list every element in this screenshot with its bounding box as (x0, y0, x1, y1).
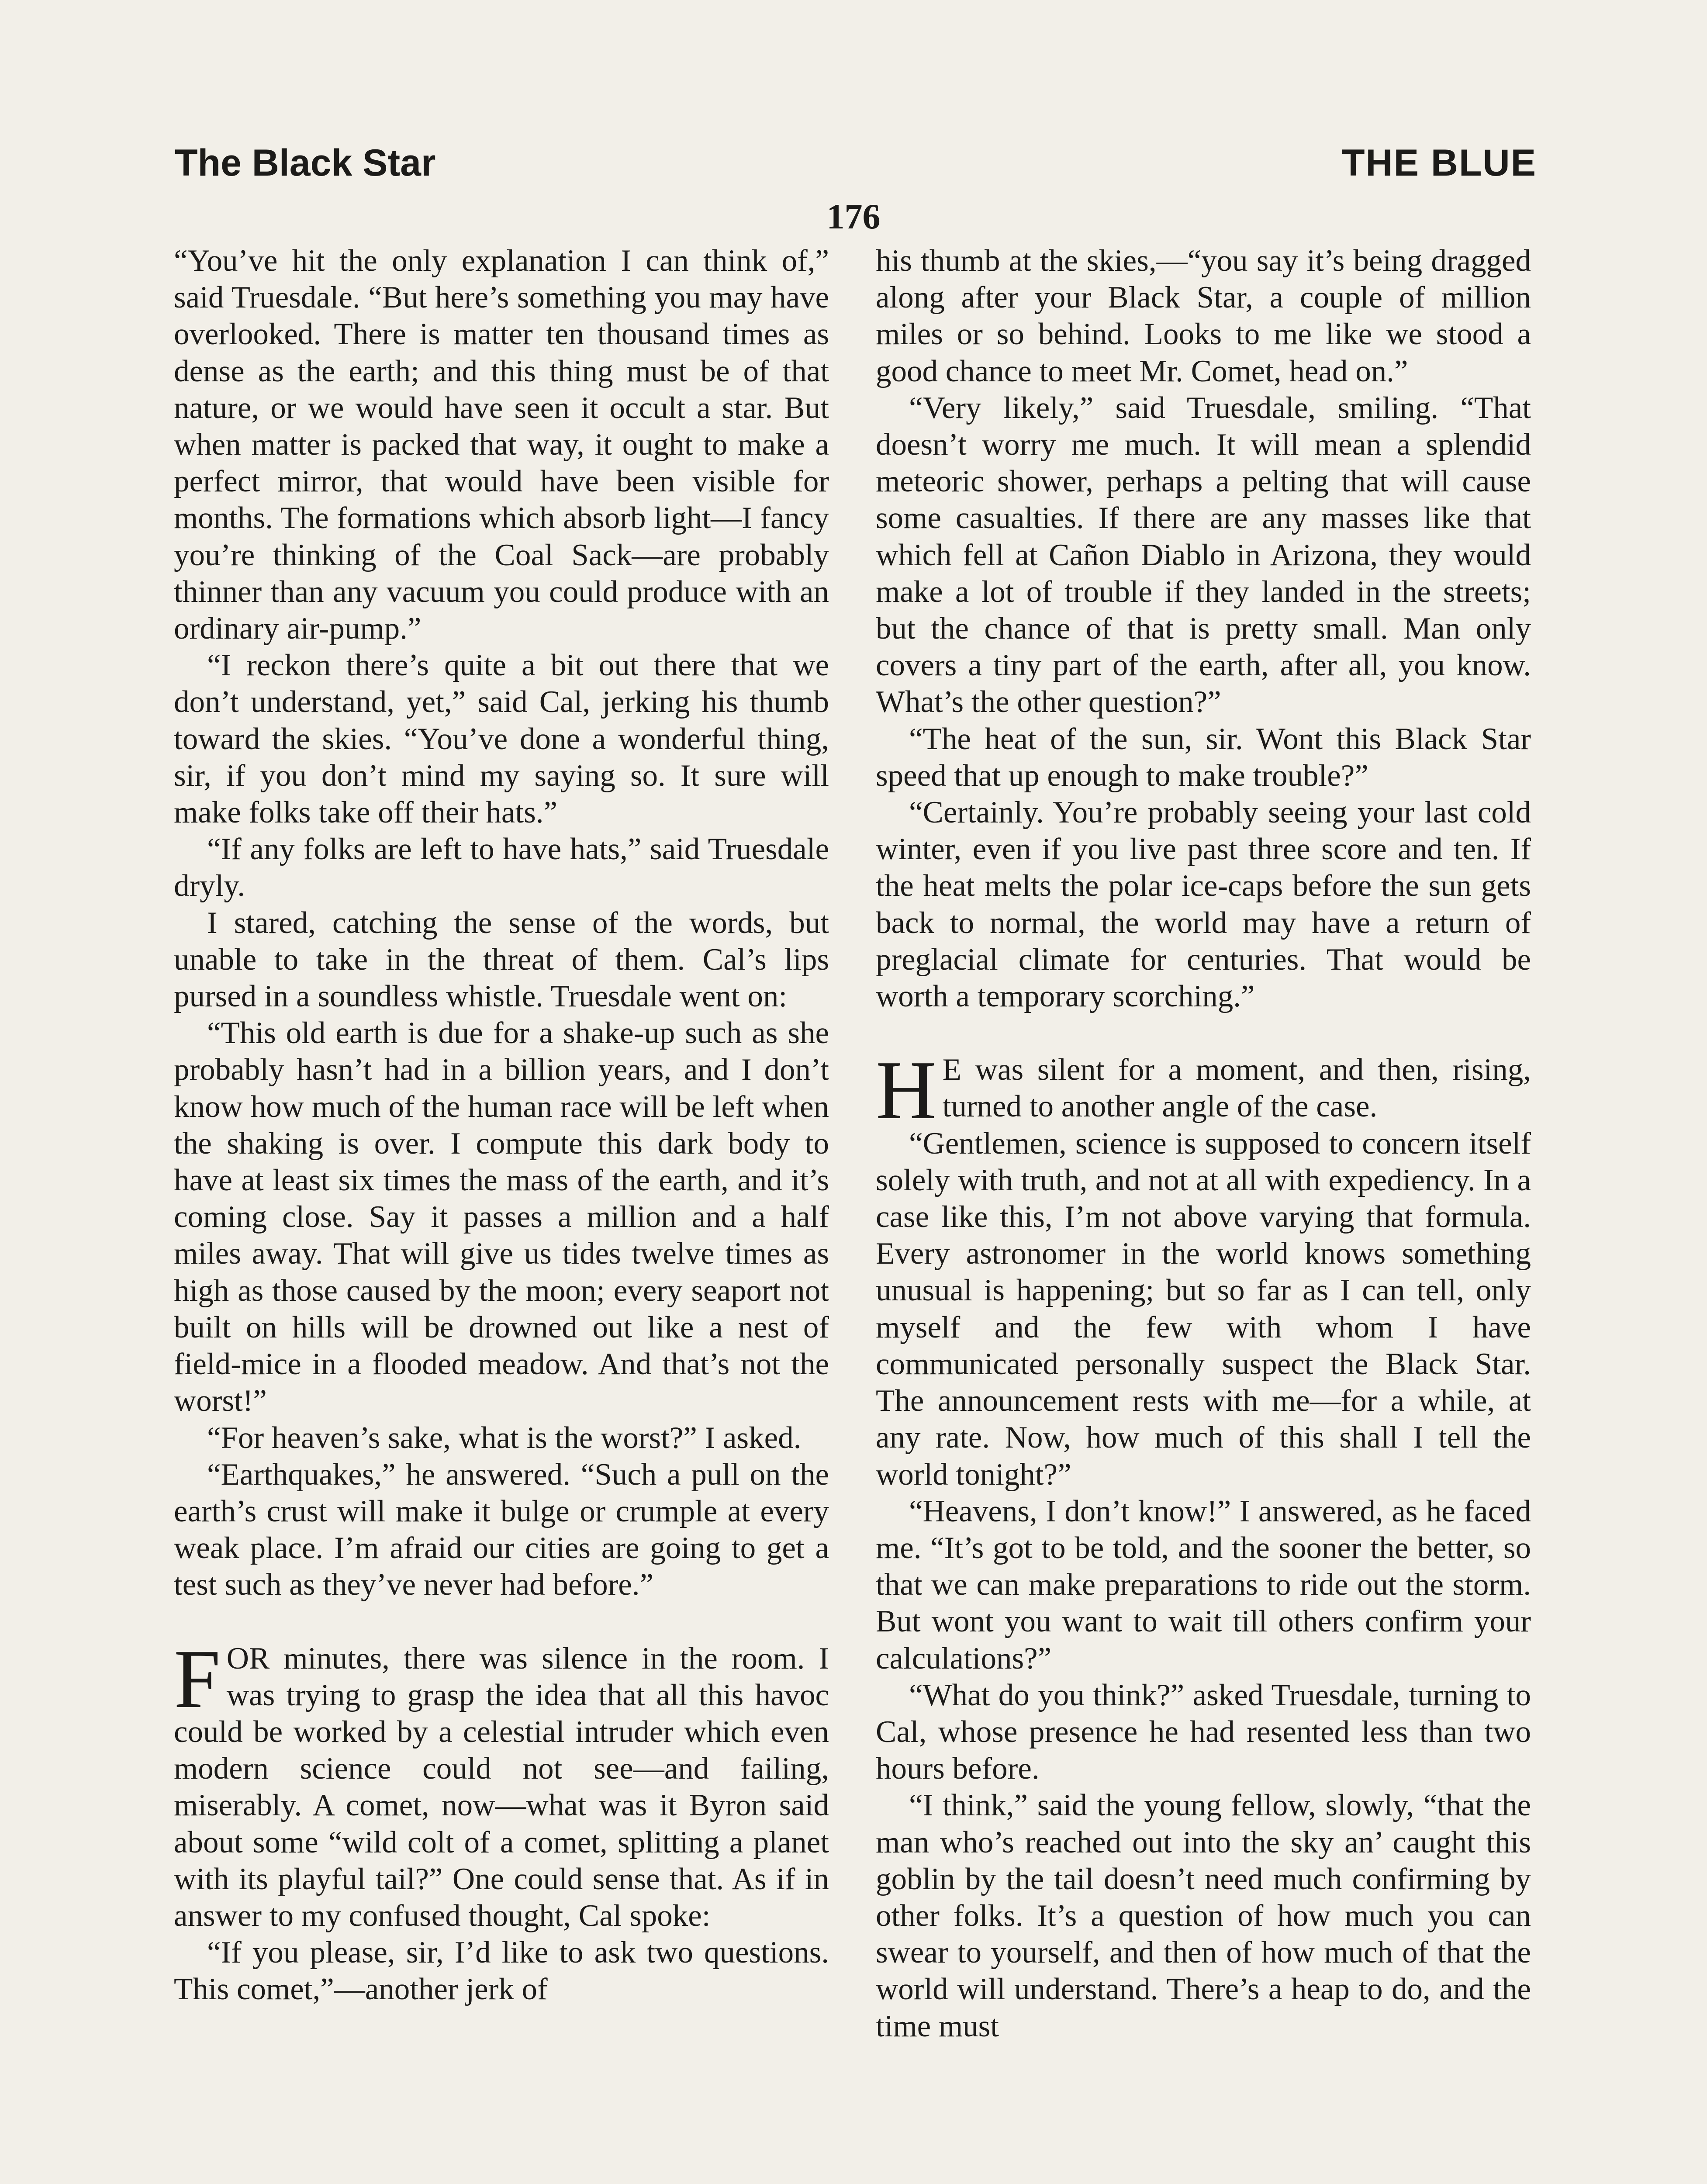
continued-paragraph: his thumb at the skies,—“you say it’s being dragged along after your Black Star, a couple of million miles or so behind. Looks to me like we stood a good chance to meet Mr. Comet, head on.” (876, 244, 1531, 388)
paragraph: “Certainly. You’re probably seeing your last cold winter, even if you live past three score and ten. If the heat melts the polar ice-caps before the sun gets back to normal, the world may have a return of preglacial climate for centuries. That would be worth a temporary scorching.” (876, 795, 1531, 1014)
paragraph: “I reckon there’s quite a bit out there that we don’t understand, yet,” said Cal, jerking his thumb toward the skies. “You’ve done a wonderful thing, sir, if you don’t mind my saying so. It sure will make folks take off their hats.” (174, 648, 829, 830)
paragraph: “What do you think?” asked Truesdale, turning to Cal, whose presence he had resented less than two hours before. (876, 1678, 1531, 1786)
paragraph: “Earthquakes,” he answered. “Such a pull on the earth’s crust will make it bulge or crumple at every weak place. I’m afraid our cities are going to get a test such as they’ve never had before.” (174, 1457, 829, 1602)
paragraph: “Heavens, I don’t know!” I answered, as he faced me. “It’s got to be told, and the sooner the better, so that we can make preparations to ride out the storm. But wont you want to wait till others confirm your calculations?” (876, 1494, 1531, 1676)
section-paragraph (876, 1044, 1531, 1137)
drop-cap: F (174, 1632, 221, 1725)
paragraph: “If you please, sir, I’d like to ask two questions. This comet,”—another jerk of (174, 1935, 829, 2007)
story-title: The Black Star (175, 142, 436, 184)
section-paragraph (174, 1632, 829, 1935)
paragraph: “For heaven’s sake, what is the worst?” I asked. (207, 1420, 802, 1455)
paragraph: “This old earth is due for a shake-up such as she probably hasn’t had in a billion years, and I don’t know how much of the human race will be left when the shaking is over. I compute this dark body to have at least six times the mass of the earth, and it’s coming close. Say it passes a million and a half miles away. That will give us tides twelve times as high as those caused by the moon; every seaport not built on hills will be drowned out like a nest of field-mice in a flooded meadow. And that’s not the worst!” (174, 1016, 829, 1418)
left-column (174, 242, 829, 2008)
paragraph: “Very likely,” said Truesdale, smiling. “That doesn’t worry me much. It will mean a splendid meteoric shower, perhaps a pelting that will cause some casualties. If there are any masses like that which fell at Cañon Diablo in Arizona, they would make a lot of trouble if they landed in the streets; but the chance of that is pretty small. Man only covers a tiny part of the earth, after all, you know. What’s the other question?” (876, 390, 1531, 719)
paragraph: “If any folks are left to have hats,” said Truesdale dryly. (174, 832, 829, 903)
paragraph: “The heat of the sun, sir. Wont this Black Star speed that up enough to make trouble?” (876, 722, 1531, 793)
paragraph: “Gentlemen, science is supposed to concern itself solely with truth, and not at all with expediency. In a case like this, I’m not above varying that formula. Every astronomer in the world knows something unusual is happening; but so far as I can tell, only myself and the few with whom I have communicated personally suspect the Black Star. The announcement rests with me—for a while, at any rate. Now, how much of this shall I tell the world tonight?” (876, 1126, 1531, 1492)
paragraph: “I think,” said the young fellow, slowly, “that the man who’s reached out into the sky an’ caught this goblin by the tail doesn’t need much confirming by other folks. It’s a question of how much you can swear to yourself, and then of how much of that the world will understand. There’s a heap to do, and the time must (876, 1788, 1531, 2043)
paragraph: I stared, catching the sense of the words, but unable to take in the threat of them. Cal’s lips pursed in a soundless whistle. Truesdale went on: (174, 905, 829, 1014)
page-number: 176 (826, 197, 881, 236)
paragraph-text: E was silent for a moment, and then, rising, turned to another angle of the case. (942, 1053, 1531, 1124)
paragraph-text: OR minutes, there was silence in the room. I was trying to grasp the idea that all this havoc could be worked by a celestial intruder which even modern science could not see—and failing, miserably. A comet, now—what was it Byron said about some “wild colt of a comet, splitting a planet with its playful tail?” One could sense that. As if in answer to my confused thought, Cal spoke: (174, 1641, 829, 1933)
continued-paragraph: “You’ve hit the only explanation I can think of,” said Truesdale. “But here’s something you may have overlooked. There is matter ten thousand times as dense as the earth; and this thing must be of that nature, or we would have seen it occult a star. But when matter is packed that way, it ought to make a perfect mirror, that would have been visible for months. The formations which absorb light—I fancy you’re thinking of the Coal Sack—are probably thinner than any vacuum you could produce with an ordinary air-pump.” (174, 244, 829, 646)
magazine-title: THE BLUE (1342, 142, 1537, 184)
drop-cap: H (876, 1044, 936, 1137)
right-column (876, 242, 1531, 2045)
